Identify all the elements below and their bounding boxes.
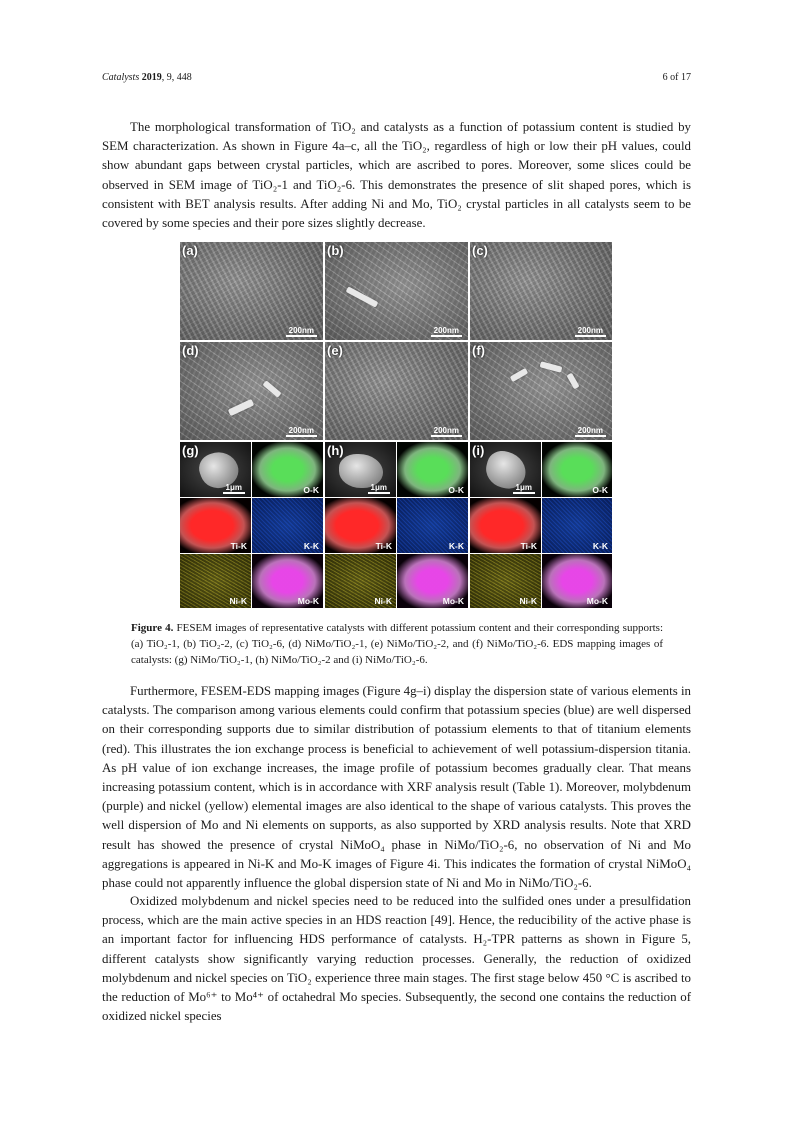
panel-label-a: (a)	[182, 243, 198, 258]
journal-citation	[102, 72, 192, 88]
journal-name: Catalysts	[102, 72, 140, 83]
sem-panel-c	[470, 242, 612, 340]
panel-label-d: (d)	[182, 343, 199, 358]
scale-bar-i: 1μm	[513, 483, 535, 494]
scale-bar-g: 1μm	[223, 483, 245, 494]
scale-bar-b: 200nm	[431, 326, 462, 337]
journal-volume: , 9, 448	[161, 72, 192, 83]
element-label-ni: Ni-K	[519, 596, 537, 606]
paragraph-sem-morphology: The morphological transformation of TiO₂ and catalysts as a function of potassium content is studied by SEM characterization. As shown in Figure 4a–c, all the TiO₂, regardless of high or low their pH values, could show abundant gaps between crystal particles, which are ascribed to pores. Moreover, some slices could be observed in SEM image of TiO₂-1 and TiO₂-6. This demonstrates the presence of slit shaped pores, which is consistent with BET analysis results. After adding Ni and Mo, TiO₂ crystal particles in all catalysts seem to be covered by some species and their pore sizes slightly decrease.	[102, 120, 691, 231]
element-label-mo: Mo-K	[586, 596, 608, 606]
scale-bar-e: 200nm	[431, 426, 462, 437]
element-label-ni: Ni-K	[374, 596, 392, 606]
element-label-k: K-K	[448, 541, 464, 551]
eds-map-g-o	[252, 442, 323, 497]
figure-4-caption	[131, 620, 663, 668]
eds-sem-g	[180, 442, 251, 497]
crystal-rod	[540, 361, 563, 372]
scale-bar-f: 200nm	[575, 426, 606, 437]
crystal-rod	[510, 368, 529, 382]
eds-map-i-ni	[470, 554, 541, 608]
element-label-k: K-K	[303, 541, 319, 551]
eds-map-i-mo	[542, 554, 612, 608]
eds-map-g-ti	[180, 498, 251, 553]
eds-map-i-k	[542, 498, 612, 553]
scale-bar-c: 200nm	[575, 326, 606, 337]
paragraph-eds-mapping: Furthermore, FESEM-EDS mapping images (Figure 4g–i) display the dispersion state of various elements in catalysts. The comparison among various elements could confirm that potassium species (blue) are well dispersed on their corresponding supports due to similar distribution of potassium elements to that of titanium elements (red). This illustrates the ion exchange process is beneficial to achievement of well potassium-dispersion titania. As pH value of ion exchange increases, the image profile of potassium becomes gradually clear. That means increasing potassium content, which is in accordance with XRF analysis result (Table 1). Moreover, molybdenum (purple) and nickel (yellow) elemental images are also identical to the shape of various catalysts. This proves the well dispersion of Mo and Ni elements on supports, as also supported by XRD analysis results. Note that XRD result has showed the presence of crystal NiMoO₄ phase in NiMo/TiO₂-6, no observation of Ni and Mo aggregations is appeared in Ni-K and Mo-K images of Figure 4i. This indicates the formation of crystal NiMoO₄ phase could not apparently influence the global dispersion state of Ni and Mo in NiMo/TiO₂-6.	[102, 684, 691, 891]
eds-sem-h	[325, 442, 396, 497]
sem-panel-f	[470, 342, 612, 440]
panel-label-e: (e)	[327, 343, 343, 358]
panel-label-h: (h)	[327, 443, 344, 458]
eds-map-h-mo	[397, 554, 468, 608]
element-label-o: O-K	[448, 485, 464, 495]
eds-sem-i	[470, 442, 541, 497]
eds-map-h-o	[397, 442, 468, 497]
crystal-rod	[566, 373, 579, 390]
element-label-mo: Mo-K	[297, 596, 319, 606]
journal-year: 2019	[141, 72, 162, 83]
panel-label-f: (f)	[472, 343, 485, 358]
element-label-ti: Ti-K	[520, 541, 537, 551]
element-label-ti: Ti-K	[375, 541, 392, 551]
sem-panel-b	[325, 242, 468, 340]
page-header	[102, 72, 691, 88]
element-label-o: O-K	[592, 485, 608, 495]
caption-text: FESEM images of representative catalysts with different potassium content and their corresponding supports: (a) TiO₂-1, (b) TiO₂-2, (c) TiO₂-6, (d) NiMo/TiO₂-1, (e) NiMo/TiO₂-2, and (f) NiMo/TiO₂-6. EDS mapping images of catalysts: (g) NiMo/TiO₂-1, (h) NiMo/TiO₂-2 and (i) NiMo/TiO₂-6.	[131, 622, 664, 666]
scale-bar-d: 200nm	[286, 426, 317, 437]
panel-label-b: (b)	[327, 243, 344, 258]
eds-map-i-ti	[470, 498, 541, 553]
caption-label: Figure 4.	[131, 622, 174, 634]
crystal-rod	[228, 399, 255, 416]
eds-map-h-ni	[325, 554, 396, 608]
scale-bar-a: 200nm	[286, 326, 317, 337]
eds-map-h-k	[397, 498, 468, 553]
sem-panel-e	[325, 342, 468, 440]
crystal-rod	[262, 380, 281, 397]
panel-label-c: (c)	[472, 243, 488, 258]
sem-panel-d	[180, 342, 323, 440]
crystal-slice	[346, 286, 379, 307]
eds-map-i-o	[542, 442, 612, 497]
panel-label-i: (i)	[472, 443, 485, 458]
element-label-ni: Ni-K	[229, 596, 247, 606]
element-label-mo: Mo-K	[442, 596, 464, 606]
scale-bar-h: 1μm	[368, 483, 390, 494]
eds-map-g-ni	[180, 554, 251, 608]
eds-map-g-mo	[252, 554, 323, 608]
element-label-o: O-K	[303, 485, 319, 495]
sem-panel-a	[180, 242, 323, 340]
figure-4	[180, 242, 612, 608]
page-number: 6 of 17	[662, 72, 691, 83]
panel-label-g: (g)	[182, 443, 199, 458]
eds-map-g-k	[252, 498, 323, 553]
element-label-k: K-K	[592, 541, 608, 551]
paragraph-h2-tpr: Oxidized molybdenum and nickel species need to be reduced into the sulfided ones under a presulfidation process, which are the main active species in an HDS reaction [49]. Hence, the reducibility of the active phase is an important factor for influencing HDS performance of catalysts. H₂-TPR patterns as shown in Figure 5, different catalysts show significantly varying reduction processes. Generally, the reduction of oxidized molybdenum and nickel species on TiO₂ experience three main stages. The first stage below 450 °C is ascribed to the reduction of Mo⁶⁺ to Mo⁴⁺ of octahedral Mo species. Subsequently, the second one contains the reduction of oxidized nickel species	[102, 894, 691, 1024]
eds-map-h-ti	[325, 498, 396, 553]
element-label-ti: Ti-K	[230, 541, 247, 551]
